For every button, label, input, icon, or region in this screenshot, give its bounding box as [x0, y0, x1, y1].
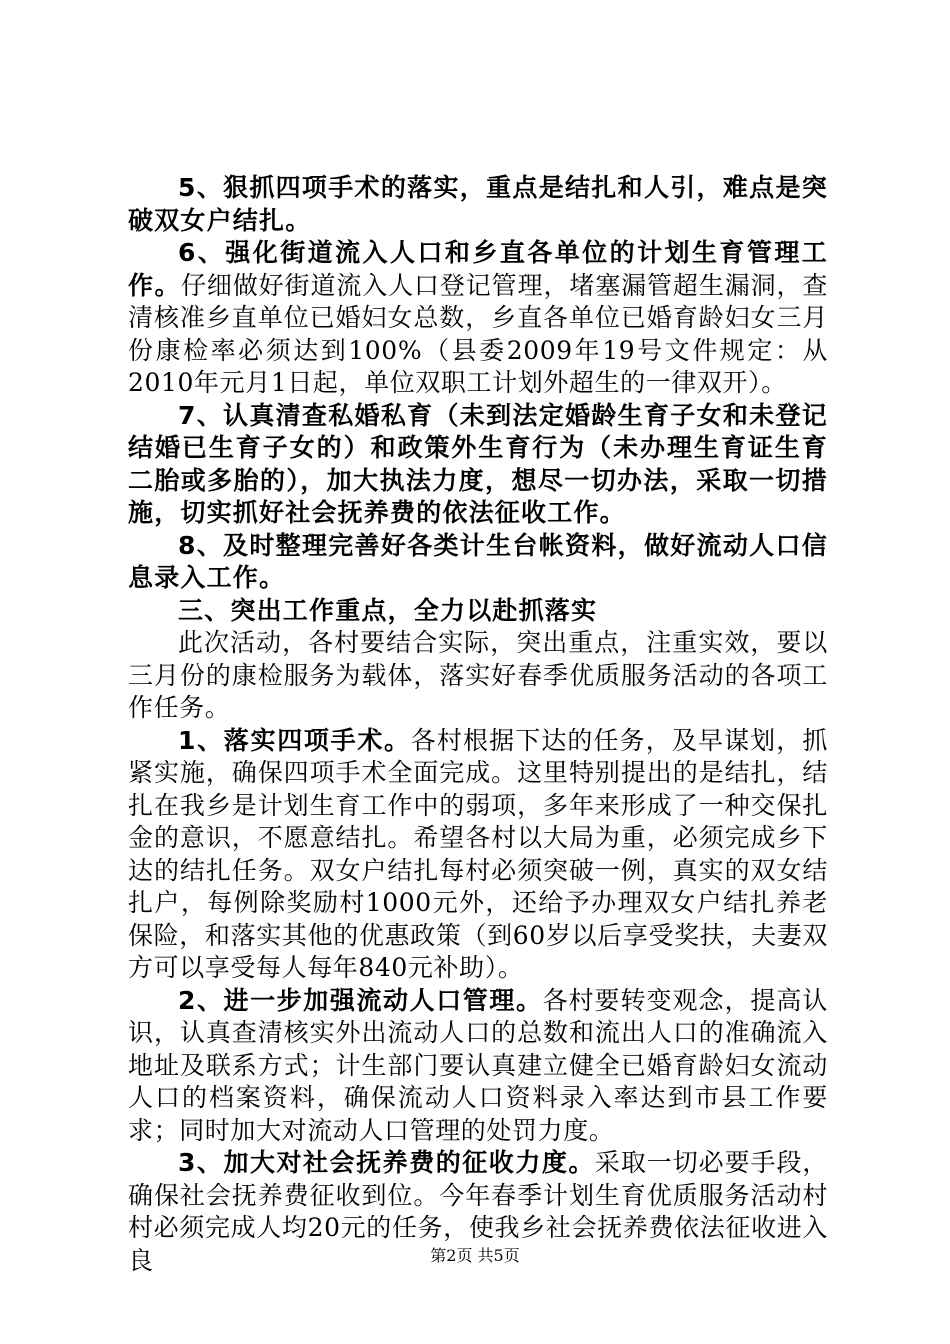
paragraph-lead: 5、狠抓四项手术的落实，重点是结扎和人引，难点是突破双女户结扎。	[128, 173, 828, 235]
page-footer: 第2页 共5页	[430, 1246, 520, 1265]
section-heading-3	[128, 595, 828, 628]
paragraph-body: 仔细做好街道流入人口登记管理，堵塞漏管超生漏洞，查清核准乡直单位已婚妇女总数，乡直各单位已婚育龄妇女三月份康检率必须达到100%（县委2009年19号文件规定：从2010年元月1日起，单位双职工计划外超生的一律双开）。	[128, 270, 828, 397]
paragraph-lead: 6、强化街道流入人口和乡直各单位的计划生育管理工作。	[128, 238, 828, 300]
paragraph-item-2	[128, 985, 828, 1148]
document-body	[128, 172, 828, 1277]
paragraph-item-1	[128, 725, 828, 985]
paragraph-body: 此次活动，各村要结合实际，突出重点，注重实效，要以三月份的康检服务为载体，落实好春季优质服务活动的各项工作任务。	[128, 628, 828, 722]
paragraph-7	[128, 400, 828, 530]
paragraph-6	[128, 237, 828, 400]
paragraph-lead: 3、加大对社会抚养费的征收力度。	[178, 1148, 595, 1177]
paragraph-body: 各村根据下达的任务，及早谋划，抓紧实施，确保四项手术全面完成。这里特别提出的是结扎，结扎在我乡是计划生育工作中的弱项，多年来形成了一种交保扎金的意识，不愿意结扎。希望各村以大局为重，必须完成乡下达的结扎任务。双女户结扎每村必须突破一例，真实的双女结扎户，每例除奖励村1000元外，还给予办理双女户结扎养老保险，和落实其他的优惠政策（到60岁以后享受奖扶，夫妻双方可以享受每人每年840元补助）。	[128, 725, 828, 982]
section-heading-text: 三、突出工作重点，全力以赴抓落实	[178, 595, 598, 625]
paragraph-body: 各村要转变观念，提高认识，认真查清核实外出流动人口的总数和流出人口的准确流入地址及联系方式；计生部门要认真建立健全已婚育龄妇女流动人口的档案资料，确保流动人口资料录入率达到市县工作要求；同时加大对流动人口管理的处罚力度。	[128, 985, 828, 1145]
paragraph-8	[128, 530, 828, 595]
paragraph-lead: 8、及时整理完善好各类计生台帐资料，做好流动人口信息录入工作。	[128, 530, 828, 592]
paragraph-lead: 7、认真清查私婚私育（未到法定婚龄生育子女和未登记结婚已生育子女的）和政策外生育行为（未办理生育证生育二胎或多胎的），加大执法力度，想尽一切办法，采取一切措施，切实抓好社会抚养费的依法征收工作。	[128, 400, 828, 527]
paragraph-5	[128, 172, 828, 237]
paragraph-intro	[128, 627, 828, 725]
paragraph-body: 采取一切必要手段，确保社会抚养费征收到位。今年春季计划生育优质服务活动村村必须完成人均20元的任务，使我乡社会抚养费依法征收进入良	[128, 1148, 828, 1275]
paragraph-lead: 2、进一步加强流动人口管理。	[178, 985, 543, 1015]
paragraph-lead: 1、落实四项手术。	[178, 725, 411, 755]
